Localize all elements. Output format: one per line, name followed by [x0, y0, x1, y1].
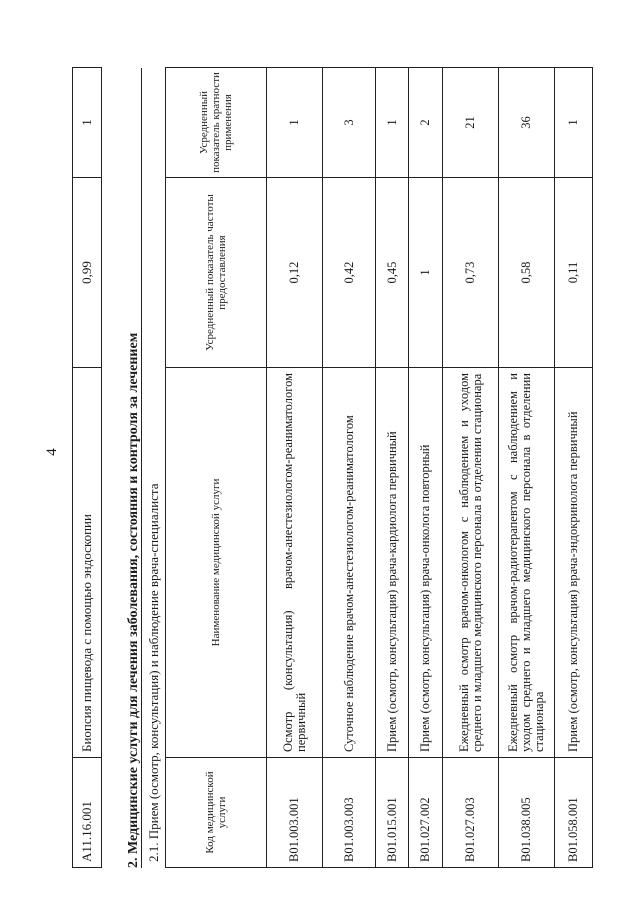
frequency-value: 0,11	[555, 178, 593, 368]
section-title: 2. Медицинские услуги для лечения заболевания, состояния и контроля за лечением	[126, 332, 141, 868]
service-code: B01.038.005	[499, 758, 555, 868]
header-frequency: Усредненный показатель частоты предоставления	[166, 178, 267, 368]
service-name: Осмотр (консультация) врачом-анестезиологом-реаниматологом первичный	[267, 368, 323, 758]
table-header-row	[166, 68, 267, 868]
service-code: B01.015.001	[376, 758, 409, 868]
frequency-value: 0,42	[323, 178, 376, 368]
header-multiplicity: Усредненный показатель кратности применения	[166, 68, 267, 178]
table-row	[267, 68, 323, 868]
multiplicity-value: 2	[409, 68, 443, 178]
frequency-value: 0,73	[443, 178, 499, 368]
service-code: A11.16.001	[73, 758, 102, 868]
service-name: Биопсия пищевода с помощью эндоскопии	[73, 368, 102, 758]
table-row	[499, 68, 555, 868]
service-name: Прием (осмотр, консультация) врача-кардиолога первичный	[376, 368, 409, 758]
subsection-title: 2.1. Прием (осмотр, консультация) и наблюдение врача-специалиста	[146, 483, 161, 862]
service-code: B01.027.003	[443, 758, 499, 868]
frequency-value: 0,99	[73, 178, 102, 368]
service-code: B01.058.001	[555, 758, 593, 868]
header-code: Код медицинской услуги	[166, 758, 267, 868]
service-code: B01.027.002	[409, 758, 443, 868]
multiplicity-value: 1	[73, 68, 102, 178]
table-row	[409, 68, 443, 868]
table-row	[443, 68, 499, 868]
frequency-value: 0,12	[267, 178, 323, 368]
frequency-value: 0,45	[376, 178, 409, 368]
table-row	[323, 68, 376, 868]
services-table	[165, 67, 593, 868]
service-name: Ежедневный осмотр врачом-радиотерапевтом с наблюдением и уходом среднего и младшего медицинского персонала в отделении стационара	[499, 368, 555, 758]
previous-table	[72, 67, 102, 868]
frequency-value: 0,58	[499, 178, 555, 368]
multiplicity-value: 36	[499, 68, 555, 178]
multiplicity-value: 1	[267, 68, 323, 178]
service-name: Суточное наблюдение врачом-анестезиологом-реаниматологом	[323, 368, 376, 758]
table-row	[73, 68, 102, 868]
multiplicity-value: 1	[376, 68, 409, 178]
service-name: Ежедневный осмотр врачом-онкологом с наблюдением и уходом среднего и младшего медицинского персонала в отделении стационара	[443, 368, 499, 758]
table-row	[376, 68, 409, 868]
subsection-border	[141, 68, 142, 868]
header-name: Наименование медицинской услуги	[166, 368, 267, 758]
service-name: Прием (осмотр, консультация) врача-онколога повторный	[409, 368, 443, 758]
table-row	[555, 68, 593, 868]
page-number: 4	[44, 448, 60, 456]
service-name: Прием (осмотр, консультация) врача-эндокринолога первичный	[555, 368, 593, 758]
frequency-value: 1	[409, 178, 443, 368]
multiplicity-value: 21	[443, 68, 499, 178]
service-code: B01.003.003	[323, 758, 376, 868]
multiplicity-value: 1	[555, 68, 593, 178]
service-code: B01.003.001	[267, 758, 323, 868]
multiplicity-value: 3	[323, 68, 376, 178]
